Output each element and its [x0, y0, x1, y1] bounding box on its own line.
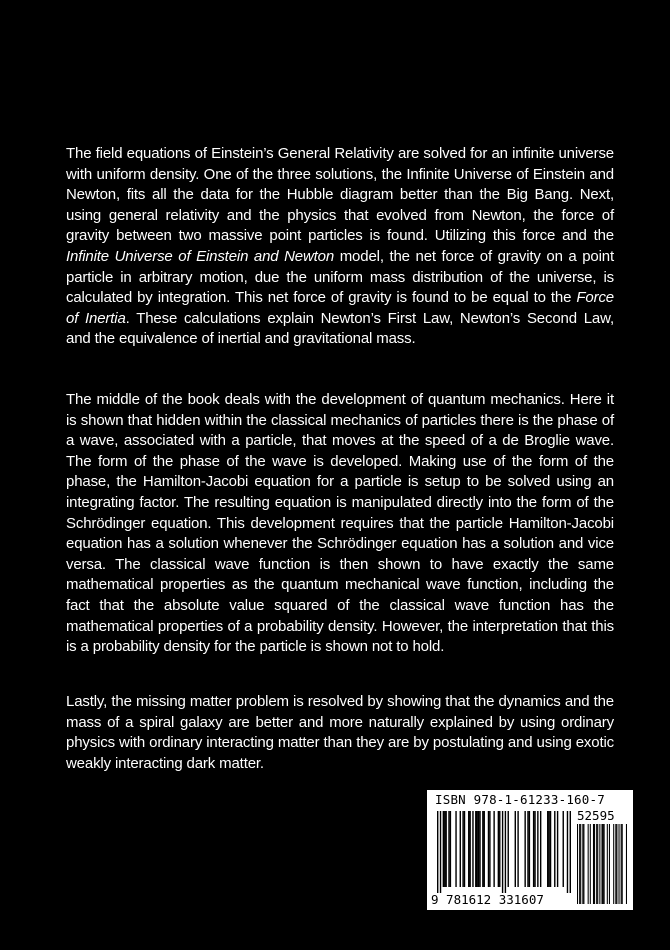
barcode-bar — [567, 811, 568, 893]
barcode-bar — [482, 811, 483, 887]
barcode-bar — [450, 811, 451, 887]
barcode-bar — [547, 811, 548, 887]
barcode-bar — [502, 811, 503, 893]
addon-bar — [609, 824, 610, 904]
addon-bar — [577, 824, 578, 904]
addon-bar — [615, 824, 616, 904]
barcode-bar — [443, 811, 444, 887]
addon-bar — [580, 824, 581, 904]
barcode-bar — [537, 811, 538, 887]
addon-bar — [582, 824, 583, 904]
barcode-bar — [540, 811, 541, 887]
addon-bar — [616, 824, 617, 904]
addon-bar — [603, 824, 604, 904]
barcode-bar — [505, 811, 506, 893]
isbn-label: ISBN 978-1-61233-160-7 — [435, 792, 605, 807]
barcode-bar — [469, 811, 470, 887]
barcode-bar — [455, 811, 456, 887]
barcode-addon-price: 52595 — [577, 808, 615, 823]
barcode-bar — [570, 811, 571, 893]
paragraph-1-italic-title: Infinite Universe of Einstein and Newton — [66, 247, 335, 265]
barcode-bar — [499, 811, 500, 887]
barcode-bar — [478, 811, 479, 887]
barcode-bar — [468, 811, 469, 887]
paragraph-1-part-3: . These calculations explain Newton’s First Law, Newton’s Second Law, and the equivalence of inertial and gravitational mass. — [66, 309, 614, 348]
paragraph-1-italic-force: Force of Inertia — [66, 289, 614, 327]
ean13-bars — [437, 811, 571, 893]
addon-bar — [621, 824, 622, 904]
barcode-digits: 9 781612 331607 — [431, 892, 544, 907]
barcode-bar — [437, 811, 438, 893]
addon-bar — [594, 824, 595, 904]
addon-bar — [626, 824, 627, 904]
barcode-bar — [440, 811, 441, 893]
barcode-bar — [498, 811, 499, 887]
isbn-barcode — [427, 790, 633, 910]
barcode-bar — [448, 811, 449, 887]
addon-bar — [597, 824, 598, 904]
barcode-bar — [524, 811, 525, 887]
addon-bars — [577, 824, 627, 904]
addon-bar — [596, 824, 597, 904]
addon-bar — [622, 824, 623, 904]
addon-bar — [579, 824, 580, 904]
barcode-bar — [548, 811, 549, 887]
barcode-bar — [489, 811, 490, 887]
description-paragraph-3: Lastly, the missing matter problem is resolved by showing that the dynamics and the mass of a spiral galaxy are better and more naturally explained by using ordinary physics with ordinary interacting matter than they are by postulating and using exotic weakly interacting dark matter. — [66, 693, 614, 772]
addon-bar — [607, 824, 608, 904]
barcode-bar — [563, 811, 564, 887]
addon-bar — [593, 824, 594, 904]
barcode-bar — [554, 811, 555, 887]
barcode-bar — [484, 811, 485, 887]
barcode-bar — [508, 811, 509, 887]
barcode-bar — [493, 811, 494, 887]
addon-bar — [583, 824, 584, 904]
barcode-bar — [475, 811, 476, 887]
addon-bar — [599, 824, 600, 904]
barcode-bar — [488, 811, 489, 887]
barcode-bar — [479, 811, 480, 887]
description-paragraph-2: The middle of the book deals with the development of quantum mechanics. Here it is shown that hidden within the classical mechanics of particles there is the phase of a wave, associated with a particle, that moves at the speed of a de Broglie wave. The form of the phase of the wave is developed. Making use of the form of the phase, the Hamilton-Jacobi equation for a particle is setup to be solved using an integrating factor. The resulting equation is manipulated directly into the form of the Schrödinger equation. This development requires that the particle Hamilton-Jacobi equation has a solution whenever the Schrödinger equation has a solution and vice versa. The classical wave function is then shown to have exactly the same mathematical properties as the quantum mechanical wave function, including the fact that the absolute value squared of the classical wave function has the mathematical properties of a probability density. However, the interpretation that this is a probability density for the particle is shown not to hold. — [66, 391, 614, 656]
barcode-bar — [472, 811, 473, 887]
barcode-bar — [515, 811, 516, 887]
addon-bar — [618, 824, 619, 904]
addon-bar — [613, 824, 614, 904]
barcode-bar — [445, 811, 446, 887]
addon-bar — [604, 824, 605, 904]
paragraph-1-part-1: The field equations of Einstein’s General Relativity are solved for an infinite universe with uniform density. One of the three solutions, the Infinite Universe of Einstein and Newton, fits all the data for the Hubble diagram better than the Big Bang. Next, using general relativity and the physics that evolved from Newton, the force of gravity between two massive point particles is found. Utilizing this force and the — [66, 145, 614, 245]
barcode-bar — [529, 811, 530, 887]
barcode-bar — [444, 811, 445, 887]
addon-bar — [588, 824, 589, 904]
barcode-bar — [462, 811, 463, 887]
paragraph-1-part-2: model, the net force of gravity on a point particle in arbitrary motion, due the uniform mass distribution of the universe, is calculated by integration. This net force of gravity is found to be equal to the — [66, 247, 615, 307]
barcode-bar — [534, 811, 535, 887]
addon-bar — [590, 824, 591, 904]
barcode-bar — [517, 811, 518, 887]
addon-bar — [601, 824, 602, 904]
barcode-bar — [550, 811, 551, 887]
barcode-bar — [533, 811, 534, 887]
description-paragraph-1 — [66, 144, 614, 350]
barcode-bar — [464, 811, 465, 887]
barcode-bar — [557, 811, 558, 887]
barcode-bar — [460, 811, 461, 887]
barcode-bar — [527, 811, 528, 887]
barcode-bar — [476, 811, 477, 887]
